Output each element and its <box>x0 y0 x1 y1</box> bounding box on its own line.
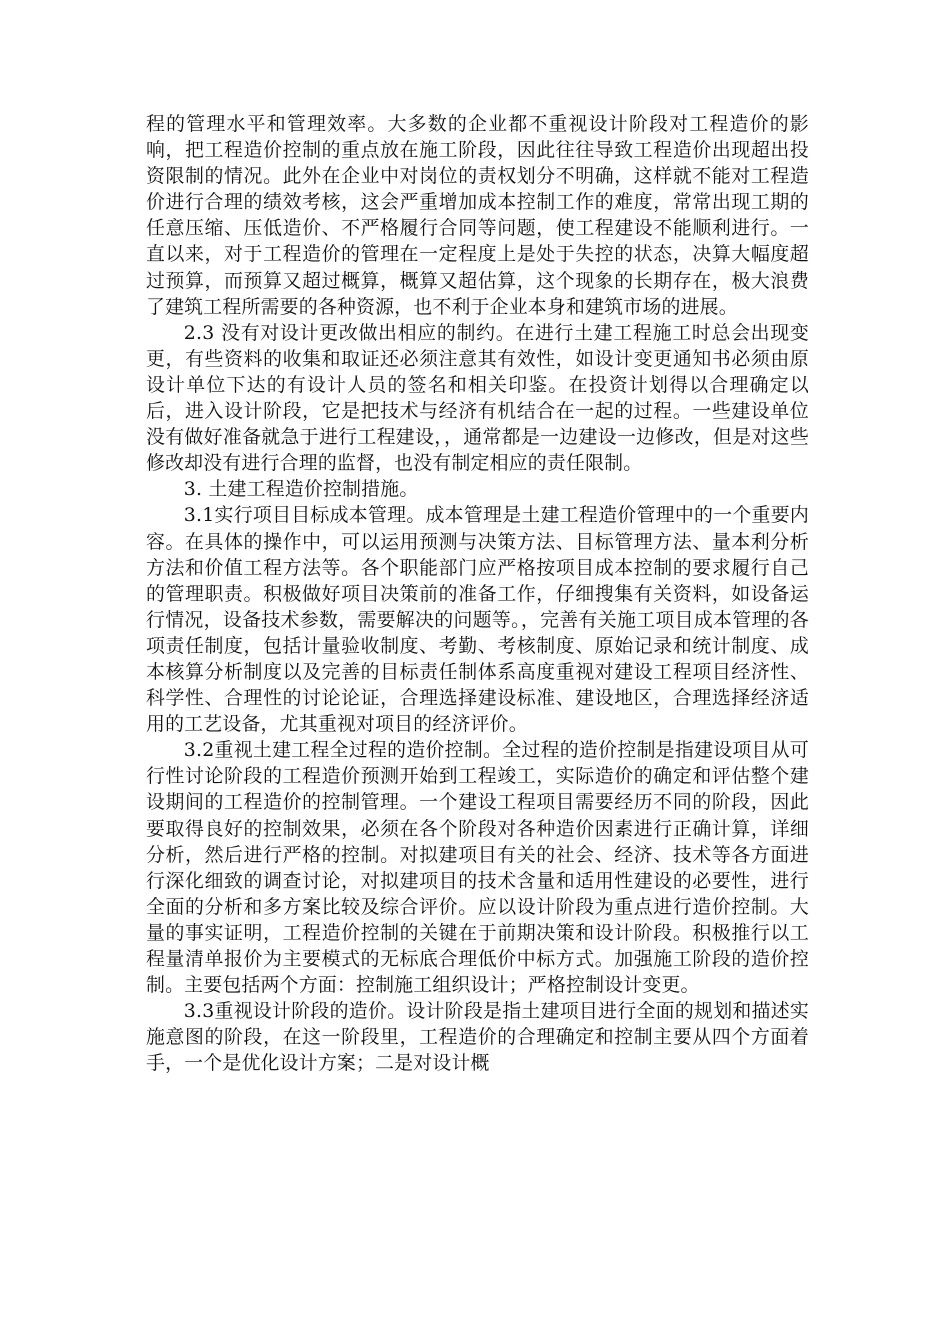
paragraph-3-1-target-cost: 3.1实行项目目标成本管理。成本管理是土建工程造价管理中的一个重要内容。在具体的操作中，可以运用预测与决策方法、目标管理方法、量本利分析方法和价值工程方法等。各个职能部门应严格按项目成本控制的要求履行自己的管理职责。积极做好项目决策前的准备工作，仔细搜集有关资料，如设备运行情况，设备技术参数，需要解决的问题等。，完善有关施工项目成本管理的各项责任制度，包括计量验收制度、考勤、考核制度、原始记录和统计制度、成本核算分析制度以及完善的目标责任制体系高度重视对建设工程项目经济性、科学性、合理性的讨论论证，合理选择建设标准、建设地区，合理选择经济适用的工艺设备，尤其重视对项目的经济评价。 <box>146 504 809 736</box>
section-heading-3-control-measures: 3. 土建工程造价控制措施。 <box>183 478 419 501</box>
paragraph-3-3-design-stage: 3.3重视设计阶段的造价。设计阶段是指土建项目进行全面的规划和描述实施意图的阶段，在这一阶段里，工程造价的合理确定和控制主要从四个方面着手，一个是优化设计方案；二是对设计概 <box>146 1000 809 1075</box>
paragraph-management-efficiency: 程的管理水平和管理效率。大多数的企业都不重视设计阶段对工程造价的影响，把工程造价控制的重点放在施工阶段，因此往往导致工程造价出现超出投资限制的情况。此外在企业中对岗位的责权划分不明确，这样就不能对工程造价进行合理的绩效考核，这会严重增加成本控制工作的难度，常常出现工期的任意压缩、压低造价、不严格履行合同等问题，使工程建设不能顺利进行。一直以来，对于工程造价的管理在一定程度上是处于失控的状态，决算大幅度超过预算，而预算又超过概算，概算又超估算，这个现象的长期存在，极大浪费了建筑工程所需要的各种资源，也不利于企业本身和建筑市场的进展。 <box>146 113 809 318</box>
body-text <box>146 111 809 1076</box>
paragraph-3-2-whole-process: 3.2重视土建工程全过程的造价控制。全过程的造价控制是指建设项目从可行性讨论阶段的工程造价预测开始到工程竣工，实际造价的确定和评估整个建设期间的工程造价的控制管理。一个建设工程项目需要经历不同的阶段，因此要取得良好的控制效果，必须在各个阶段对各种造价因素进行正确计算，详细分析，然后进行严格的控制。对拟建项目有关的社会、经济、技术等各方面进行深化细致的调查讨论，对拟建项目的技术含量和适用性建设的必要性，进行全面的分析和多方案比较及综合评价。应以设计阶段为重点进行造价控制。大量的事实证明，工程造价控制的关键在于前期决策和设计阶段。积极推行以工程量清单报价为主要模式的无标底合理低价中标方式。加强施工阶段的造价控制。主要包括两个方面：控制施工组织设计；严格控制设计变更。 <box>146 739 809 997</box>
paragraph-2-3-design-change: 2.3 没有对设计更改做出相应的制约。在进行土建工程施工时总会出现变更，有些资料的收集和取证还必须注意其有效性，如设计变更通知书必须由原设计单位下达的有设计人员的签名和相关印鉴。在投资计划得以合理确定以后，进入设计阶段，它是把技术与经济有机结合在一起的过程。一些建设单位没有做好准备就急于进行工程建设，，通常都是一边建设一边修改，但是对这些修改却没有进行合理的监督，也没有制定相应的责任限制。 <box>146 321 809 475</box>
